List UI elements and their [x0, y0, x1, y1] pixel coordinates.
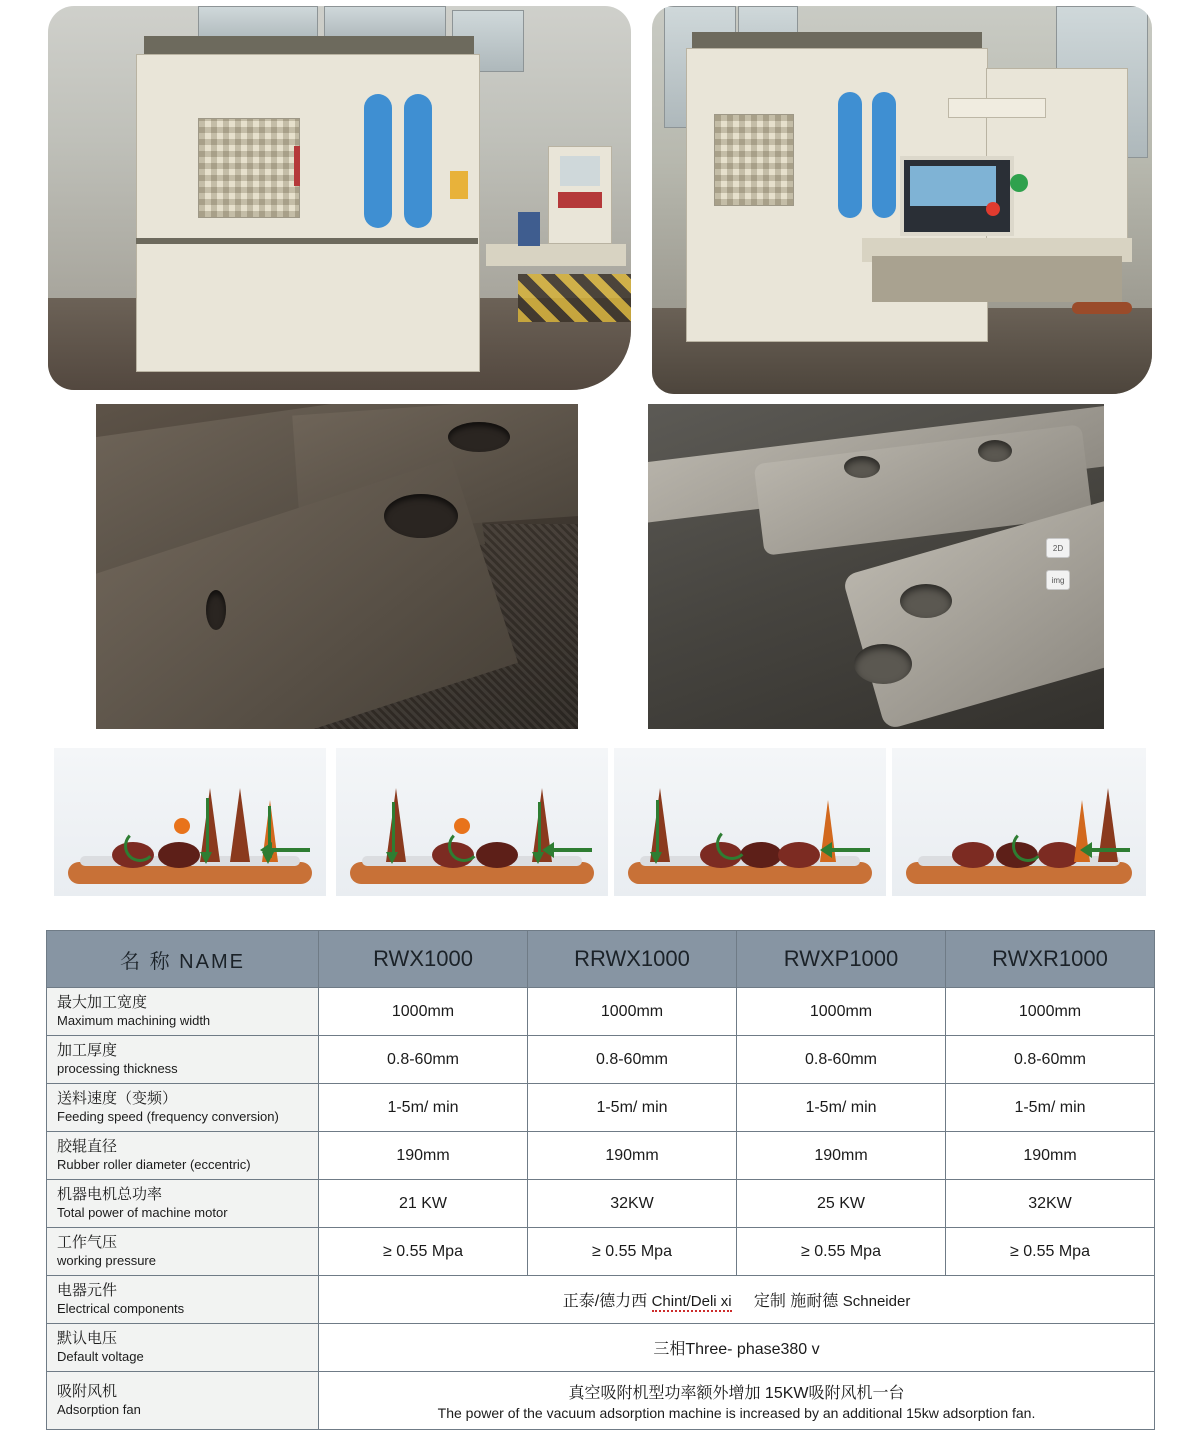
table-row: [47, 988, 1155, 1036]
row-label: [47, 1180, 319, 1228]
electrical-brand-en-1: Chint/Deli xi: [651, 1293, 732, 1310]
row-value: 1-5m/ min: [528, 1084, 737, 1132]
fan-note-cn: 真空吸附机型功率额外增加 15KW吸附风机一台: [568, 1385, 905, 1402]
row-value: 190mm: [737, 1132, 946, 1180]
electrical-brand-cn-2: 定制 施耐德: [753, 1293, 839, 1310]
configuration-diagram-3: [614, 748, 886, 896]
row-value: 1000mm: [319, 988, 528, 1036]
row-label-en: Total power of machine motor: [57, 1204, 228, 1220]
table-row-electrical: [47, 1276, 1155, 1324]
row-label-en: working pressure: [57, 1252, 156, 1268]
row-value: ≥ 0.55 Mpa: [528, 1228, 737, 1276]
table-row: [47, 1132, 1155, 1180]
workpiece-after-photo: [648, 404, 1104, 729]
row-label-cn: 送料速度（变频）: [57, 1090, 178, 1107]
row-value: 1-5m/ min: [737, 1084, 946, 1132]
electrical-brand-cn-1: 正泰/德力西: [562, 1293, 648, 1310]
workpiece-before-photo: [96, 404, 578, 729]
row-value: 1-5m/ min: [946, 1084, 1155, 1132]
row-value: 190mm: [946, 1132, 1155, 1180]
row-label: [47, 1228, 319, 1276]
table-row: [47, 1036, 1155, 1084]
image-badge-icon[interactable]: img: [1046, 570, 1070, 590]
fan-note-en: The power of the vacuum adsorption machine is increased by an additional 15kw adsorption fan.: [437, 1405, 1036, 1421]
row-value: 190mm: [319, 1132, 528, 1180]
row-value: 1000mm: [528, 988, 737, 1036]
row-value: ≥ 0.55 Mpa: [737, 1228, 946, 1276]
row-label-cn: 默认电压: [57, 1330, 118, 1347]
row-label-cn: 最大加工宽度: [57, 994, 148, 1011]
row-value: ≥ 0.55 Mpa: [946, 1228, 1155, 1276]
row-value: 1000mm: [946, 988, 1155, 1036]
configuration-diagram-4: [892, 748, 1146, 896]
row-label-en: Maximum machining width: [57, 1012, 211, 1028]
photo-row-middle: [96, 404, 1104, 729]
header-model-4: RWXR1000: [946, 931, 1155, 988]
configuration-diagram-2: [336, 748, 608, 896]
table-row: [47, 1180, 1155, 1228]
row-label-en: Adsorption fan: [57, 1401, 141, 1417]
row-value: 1-5m/ min: [319, 1084, 528, 1132]
row-value: 190mm: [528, 1132, 737, 1180]
table-header-row: [47, 931, 1155, 988]
photo-row-top: [48, 6, 1152, 394]
row-label: [47, 1132, 319, 1180]
zoom-badge-icon[interactable]: 2D: [1046, 538, 1070, 558]
header-model-1: RWX1000: [319, 931, 528, 988]
row-value-merged: [319, 1372, 1155, 1430]
configuration-diagram-row: [48, 748, 1152, 898]
row-label-en: Electrical components: [57, 1300, 185, 1316]
table-row: [47, 1084, 1155, 1132]
row-label: [47, 1324, 319, 1372]
row-label-cn: 机器电机总功率: [57, 1186, 163, 1203]
row-label: [47, 1276, 319, 1324]
row-value-merged: [319, 1276, 1155, 1324]
row-label-cn: 工作气压: [57, 1234, 118, 1251]
row-value: 0.8-60mm: [319, 1036, 528, 1084]
machine-photo-front: [48, 6, 631, 390]
row-value: 0.8-60mm: [737, 1036, 946, 1084]
header-model-2: RRWX1000: [528, 931, 737, 988]
row-label: [47, 1372, 319, 1430]
row-label: [47, 988, 319, 1036]
machine-photo-control-panel: [652, 6, 1152, 394]
row-value: 32KW: [528, 1180, 737, 1228]
header-name: 名 称 NAME: [47, 931, 319, 988]
row-label-en: Default voltage: [57, 1348, 144, 1364]
row-value: 0.8-60mm: [528, 1036, 737, 1084]
row-label: [47, 1084, 319, 1132]
row-label-cn: 电器元件: [57, 1282, 118, 1299]
row-value: 25 KW: [737, 1180, 946, 1228]
row-value-merged: 三相Three- phase380 v: [319, 1324, 1155, 1372]
row-label-cn: 加工厚度: [57, 1042, 118, 1059]
row-value: 1000mm: [737, 988, 946, 1036]
header-model-3: RWXP1000: [737, 931, 946, 988]
row-value: 0.8-60mm: [946, 1036, 1155, 1084]
configuration-diagram-1: [54, 748, 326, 896]
row-label-en: Rubber roller diameter (eccentric): [57, 1156, 251, 1172]
row-label-en: Feeding speed (frequency conversion): [57, 1108, 279, 1124]
table-row: [47, 1228, 1155, 1276]
row-value: 32KW: [946, 1180, 1155, 1228]
specification-table: [46, 930, 1154, 1430]
electrical-brand-en-2: Schneider: [842, 1293, 911, 1310]
table-row-voltage: [47, 1324, 1155, 1372]
row-label-en: processing thickness: [57, 1060, 178, 1076]
row-label-cn: 吸附风机: [57, 1383, 118, 1400]
row-label: [47, 1036, 319, 1084]
table-row-fan: [47, 1372, 1155, 1430]
row-label-cn: 胶辊直径: [57, 1138, 118, 1155]
row-value: ≥ 0.55 Mpa: [319, 1228, 528, 1276]
row-value: 21 KW: [319, 1180, 528, 1228]
